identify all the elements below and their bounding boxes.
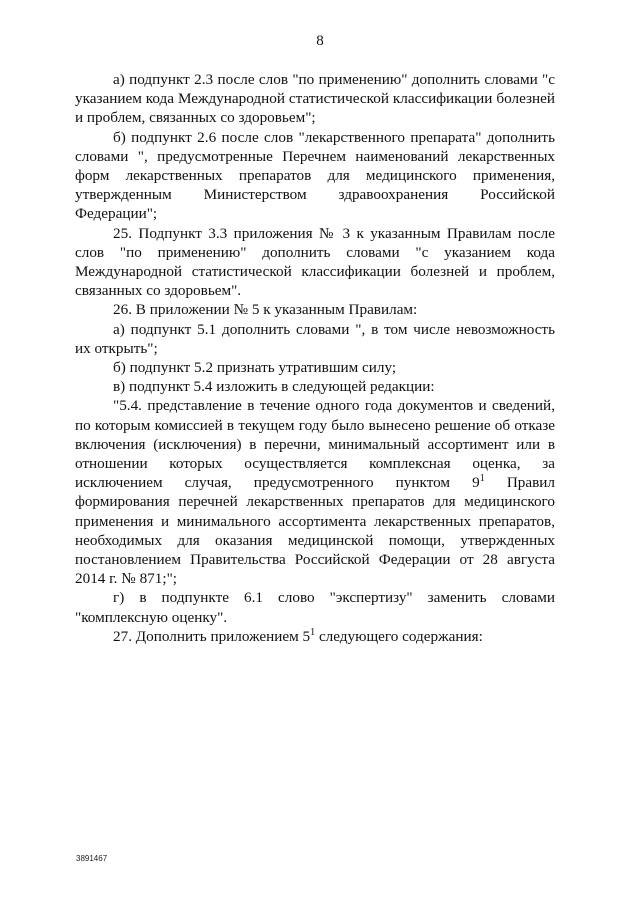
paragraph-27-end: следующего содержания:	[315, 627, 483, 645]
paragraph-27-start: 27. Дополнить приложением 5	[113, 627, 311, 645]
document-code: 3891467	[76, 854, 108, 863]
paragraph-26-v: в) подпункт 5.4 изложить в следующей редакции:	[113, 378, 435, 396]
document-body	[75, 70, 555, 646]
paragraph-27	[75, 627, 555, 646]
paragraph-5-4-quote	[75, 396, 555, 588]
paragraph-26-a: а) подпункт 5.1 дополнить словами ", в том числе невозможность их открыть";	[75, 320, 555, 357]
quote-text-end: Правил формирования перечней лекарственных препаратов для медицинского применения и минимального ассортимента лекарственных препаратов, необходимых для оказания медицинской помощи, утвержденных постановлением Правительства Российской Федерации от 28 августа 2014 г. № 871;";	[75, 474, 555, 588]
paragraph-a-2-3: а) подпункт 2.3 после слов "по применению" дополнить словами "с указанием кода Международной статистической классификации болезней и проблем, связанных со здоровьем";	[75, 71, 555, 127]
page-number: 8	[316, 33, 324, 49]
superscript: 1	[310, 626, 316, 638]
paragraph-26: 26. В приложении № 5 к указанным Правилам:	[113, 301, 418, 319]
paragraph-25: 25. Подпункт 3.3 приложения № 3 к указанным Правилам после слов "по применению" дополнить словами "с указанием кода Международной статистической классификации болезней и проблем, связанных со здоровьем".	[75, 224, 555, 300]
paragraph-26-b: б) подпункт 5.2 признать утратившим силу;	[113, 359, 397, 377]
quote-text-start: "5.4. представление в течение одного года документов и сведений, по которым комиссией в текущем году было вынесено решение об отказе включения (исключения) в перечни, минимальный ассортимент или в отношении которых осуществляется комплексная оценка, за исключением случая, предусмотренного пунктом 9	[75, 397, 555, 492]
superscript: 1	[479, 473, 485, 485]
paragraph-26-g: г) в подпункте 6.1 слово "экспертизу" заменить словами "комплексную оценку".	[75, 589, 555, 626]
paragraph-b-2-6: б) подпункт 2.6 после слов "лекарственного препарата" дополнить словами ", предусмотренные Перечнем наименований лекарственных форм лекарственных препаратов для медицинского применения, утвержденным Министерством здравоохранения Российской Федерации";	[75, 128, 555, 223]
